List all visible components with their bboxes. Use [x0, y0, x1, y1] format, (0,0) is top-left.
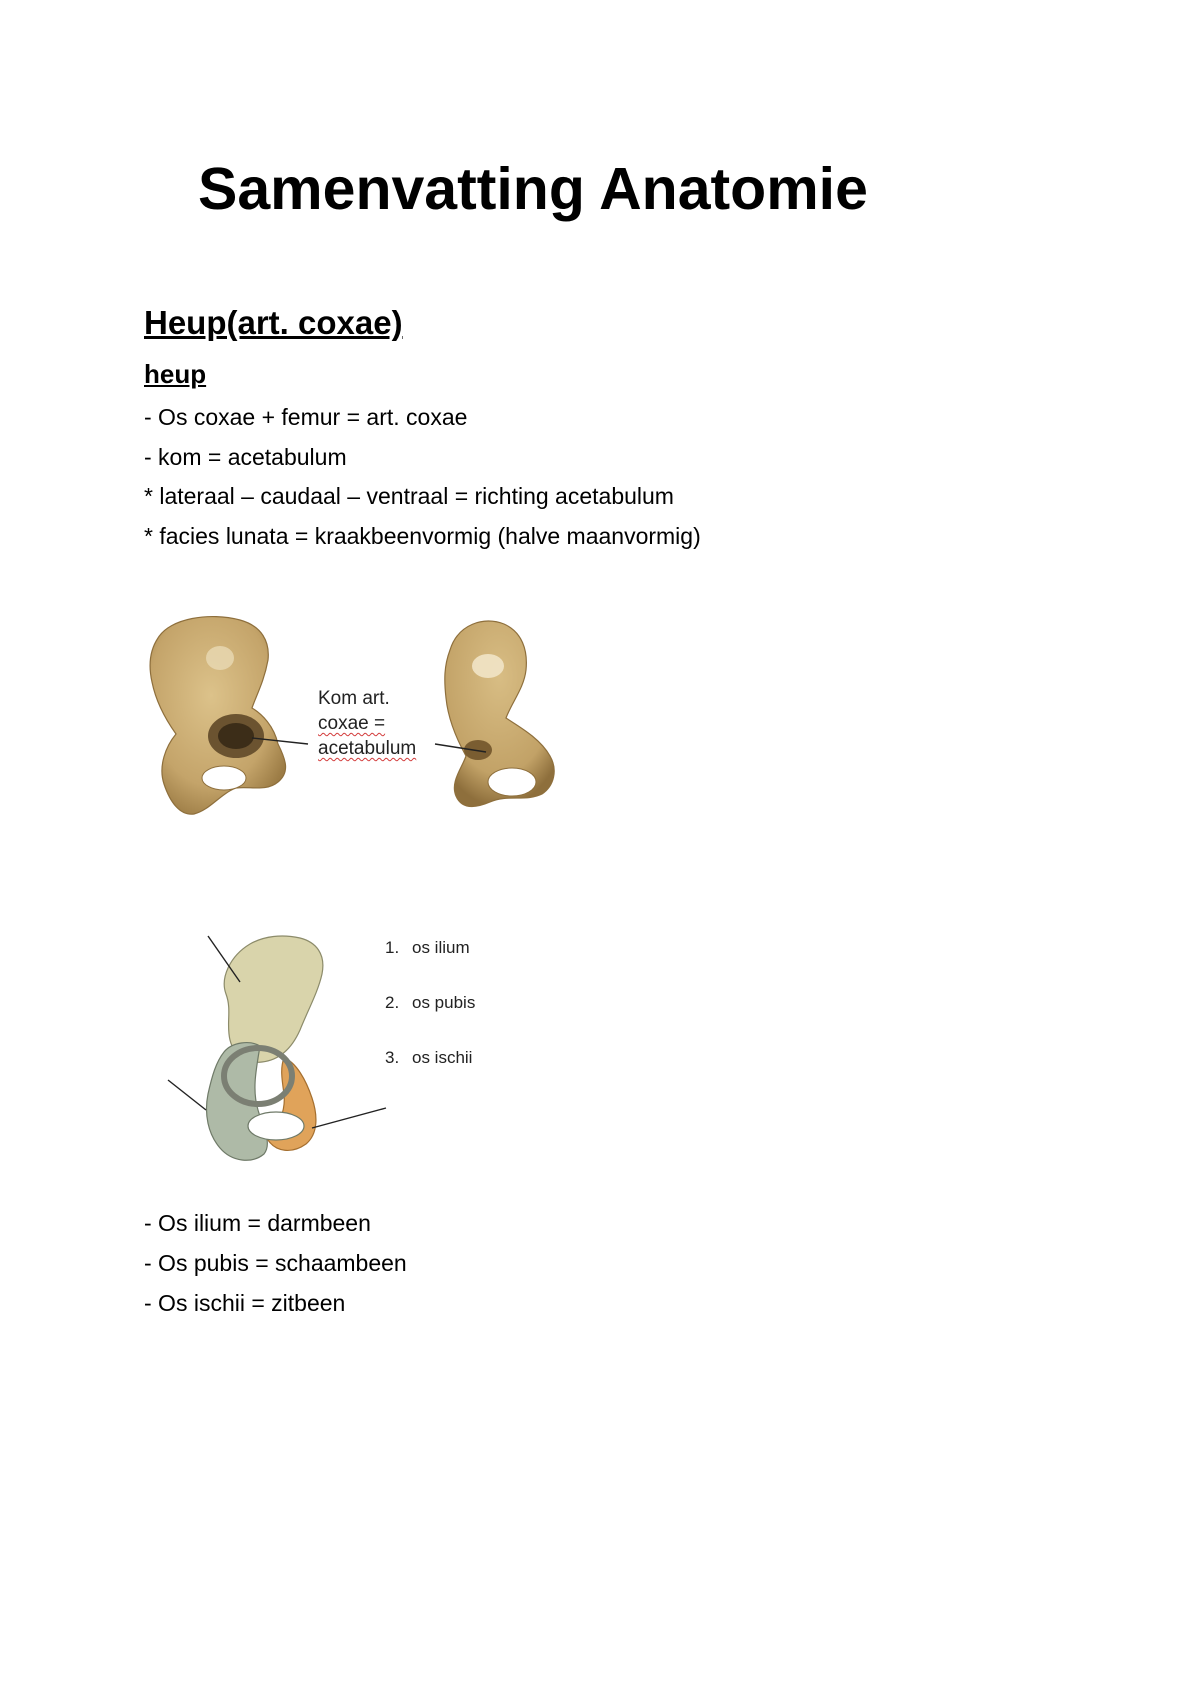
pointer-line	[168, 1080, 206, 1110]
document-title: Samenvatting Anatomie	[198, 156, 868, 222]
obturator-foramen	[248, 1112, 304, 1140]
note-line: - kom = acetabulum	[144, 443, 347, 470]
note-line: * facies lunata = kraakbeenvormig (halve maanvormig)	[144, 522, 701, 549]
note-line: * lateraal – caudaal – ventraal = richting acetabulum	[144, 483, 674, 509]
heup-notes-list	[144, 398, 701, 556]
list-item: 3. os ischii	[385, 1048, 473, 1067]
hip-bone-figure	[140, 610, 620, 830]
acetabulum-label: Kom art. coxae = acetabulum	[318, 688, 417, 759]
hip-bone-lateral	[150, 617, 286, 815]
bone-parts-list	[385, 938, 475, 1103]
note-line: - Os pubis = schaambeen	[144, 1250, 407, 1276]
section-subheading: heup	[144, 359, 207, 389]
note-line: - Os coxae + femur = art. coxae	[144, 404, 468, 430]
section-heading: Heup(art. coxae)	[144, 304, 403, 341]
pointer-line	[312, 1108, 386, 1128]
note-line: - Os ilium = darmbeen	[144, 1210, 371, 1236]
list-item: 1. os ilium	[385, 938, 470, 957]
hip-bone-medial	[445, 621, 554, 807]
list-item: 2. os pubis	[385, 993, 476, 1012]
bone-names-list	[144, 1203, 407, 1323]
note-line: - Os ischii = zitbeen	[144, 1290, 346, 1316]
